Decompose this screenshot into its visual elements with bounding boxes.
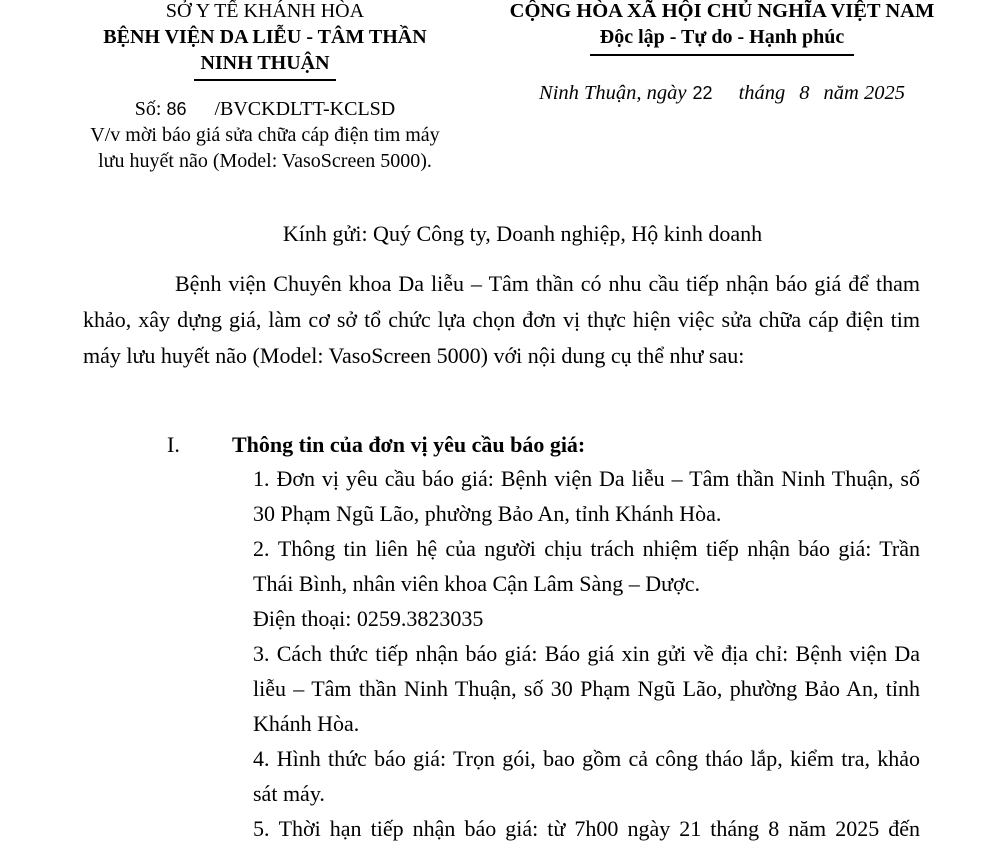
- quote-item-3: [253, 636, 920, 741]
- item-text: Thông tin liên hệ của người chịu trách nhiệm tiếp nhận báo giá: Trần Thái Bình, nhân viên khoa Cận Lâm Sàng – Dược.: [253, 536, 921, 596]
- year-label: năm 2025: [823, 82, 905, 104]
- item-text: Cách thức tiếp nhận báo giá: Báo giá xin gửi về địa chỉ: Bệnh viện Da liễu – Tâm thần Ninh Thuận, số 30 Phạm Ngũ Lão, phường Bảo An, tỉnh Khánh Hòa.: [253, 641, 921, 736]
- subject-line-2: lưu huyết não (Model: VasoScreen 5000).: [98, 150, 432, 172]
- quote-item-1: [253, 461, 920, 531]
- org-name-underlined: NINH THUẬN: [194, 50, 335, 81]
- document-number-value: 86: [166, 99, 187, 119]
- item-phone-line: Điện thoại: 0259.3823035: [253, 606, 484, 631]
- item-text: Hình thức báo giá: Trọn gói, bao gồm cả công tháo lắp, kiểm tra, khảo sát máy.: [253, 746, 920, 806]
- motto-slogan: Độc lập - Tự do - Hạnh phúc: [590, 24, 854, 56]
- intro-paragraph: Bệnh viện Chuyên khoa Da liễu – Tâm thần có nhu cầu tiếp nhận báo giá để tham khảo, xây dựng giá, làm cơ sở tổ chức lựa chọn đơn vị thực hiện việc sửa chữa cáp điện tim máy lưu huyết não (Model: VasoScreen 5000) với nội dung cụ thể như sau:: [83, 271, 920, 368]
- quote-item-list: [253, 461, 920, 846]
- item-number: 4.: [253, 746, 270, 771]
- document-number-label: Số:: [134, 98, 162, 120]
- document-subject: [35, 122, 495, 174]
- item-number: 5.: [253, 816, 270, 841]
- item-text: Đơn vị yêu cầu báo giá: Bệnh viện Da liễu – Tâm thần Ninh Thuận, số 30 Phạm Ngũ Lão, phường Bảo An, tỉnh Khánh Hòa.: [253, 466, 920, 526]
- national-motto: CỘNG HÒA XÃ HỘI CHỦ NGHĨA VIỆT NAM: [509, 0, 935, 22]
- section-numeral: I.: [167, 432, 180, 457]
- item-number: 3.: [253, 641, 270, 666]
- subject-line-1: V/v mời báo giá sửa chữa cáp điện tim máy: [90, 124, 440, 146]
- quote-item-5: [253, 811, 920, 846]
- salutation-line: Kính gửi: Quý Công ty, Doanh nghiệp, Hộ kinh doanh: [282, 221, 763, 246]
- section-1-heading: [167, 427, 585, 462]
- item-text: Thời hạn tiếp nhận báo giá: từ 7h00 ngày 21 tháng 8 năm 2025 đến: [278, 816, 921, 841]
- parent-org-name: SỞ Y TẾ KHÁNH HÒA: [165, 0, 365, 22]
- place-and-day-label: Ninh Thuận, ngày: [539, 82, 687, 104]
- month-value: 8: [799, 82, 810, 104]
- item-number: 2.: [253, 536, 270, 561]
- issuing-org-header: [35, 0, 495, 174]
- document-number-line: [35, 96, 495, 122]
- day-value: 22: [692, 83, 713, 103]
- place-date-line: [492, 80, 952, 106]
- document-number-symbol: /BVCKDLTT-KCLSD: [214, 98, 396, 120]
- motto-slogan-line: [492, 24, 952, 56]
- quote-item-2: [253, 531, 920, 636]
- national-header: [492, 0, 952, 106]
- org-name-line2: [35, 50, 495, 81]
- quote-item-4: [253, 741, 920, 811]
- month-label: tháng: [738, 82, 786, 104]
- section-title: Thông tin của đơn vị yêu cầu báo giá:: [232, 432, 586, 457]
- org-name-line1: BỆNH VIỆN DA LIỄU - TÂM THẦN: [103, 26, 427, 48]
- item-number: 1.: [253, 466, 270, 491]
